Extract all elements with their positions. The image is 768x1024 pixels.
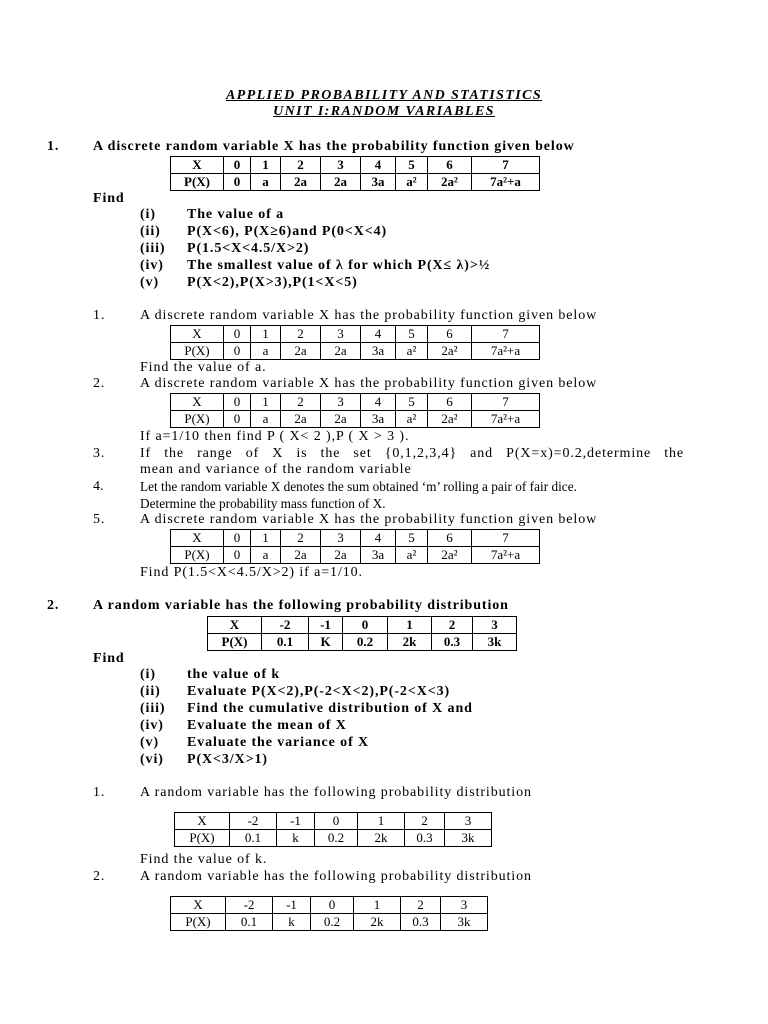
sub1-probability-table [170, 325, 540, 360]
table-cell: 3a [361, 174, 396, 191]
table-cell: 3 [445, 813, 492, 830]
table-cell: 3 [473, 617, 517, 634]
sub-text: A random variable has the following probability distribution [140, 785, 532, 800]
table-cell: 7 [472, 326, 540, 343]
sub-text: If the range of X is the set {0,1,2,3,4} and P(X=x)=0.2,determine the [140, 446, 684, 461]
table-cell: 2 [281, 530, 321, 547]
table-header-cell: P(X) [171, 174, 224, 191]
q2-part-number: (v) [140, 735, 160, 750]
q2-text: A random variable has the following probability distribution [93, 598, 509, 613]
q2-part-number: (iii) [140, 701, 166, 716]
table-cell: 7a²+a [472, 343, 540, 360]
q1-part-number: (ii) [140, 224, 161, 239]
table-cell: 0 [224, 326, 251, 343]
table-cell: 2a² [428, 343, 472, 360]
table-cell: K [309, 634, 343, 651]
q1-part-number: (i) [140, 207, 156, 222]
table-row [171, 343, 540, 360]
table-header-cell: X [208, 617, 262, 634]
table-row [171, 411, 540, 428]
table-row [171, 530, 540, 547]
sub-text: Let the random variable X denotes the sum obtained ‘m’ rolling a pair of fair dice. [140, 479, 577, 494]
q2-number: 2. [47, 598, 60, 613]
table-cell: 3 [441, 897, 488, 914]
table-header-cell: P(X) [171, 547, 224, 564]
table-cell: k [277, 830, 315, 847]
table-row [208, 617, 517, 634]
table-cell: 2a [321, 343, 361, 360]
table-cell: 1 [251, 394, 281, 411]
table-cell: 0.1 [226, 914, 273, 931]
q1-part-number: (v) [140, 275, 160, 290]
table-cell: 0.2 [315, 830, 358, 847]
q2-part-number: (iv) [140, 718, 164, 733]
table-cell: 4 [361, 326, 396, 343]
table-cell: 2a [281, 174, 321, 191]
q2-part-text: the value of k [187, 667, 281, 682]
table-cell: 0.3 [432, 634, 473, 651]
table-cell: a² [396, 174, 428, 191]
q2-part-text: Evaluate P(X<2),P(-2<X<2),P(-2<X<3) [187, 684, 451, 699]
table-cell: 4 [361, 157, 396, 174]
table-header-cell: P(X) [208, 634, 262, 651]
table-cell: 0 [224, 547, 251, 564]
table-cell: a [251, 343, 281, 360]
table-cell: 0.2 [311, 914, 354, 931]
table-cell: 1 [354, 897, 401, 914]
q1-part-text: The smallest value of λ for which P(X≤ λ)>½ [187, 258, 491, 273]
table-cell: a² [396, 411, 428, 428]
table-cell: 3a [361, 547, 396, 564]
table-cell: 0.3 [401, 914, 441, 931]
table-cell: 2k [388, 634, 432, 651]
q1-part-text: P(X<2),P(X>3),P(1<X<5) [187, 275, 358, 290]
sub5-probability-table [170, 529, 540, 564]
table-cell: 5 [396, 157, 428, 174]
table-cell: 3k [473, 634, 517, 651]
table-cell: 0 [224, 530, 251, 547]
q1-part-text: P(1.5<X<4.5/X>2) [187, 241, 310, 256]
table-header-cell: P(X) [171, 343, 224, 360]
q2-part-text: Evaluate the mean of X [187, 718, 347, 733]
table-row [171, 897, 488, 914]
table-cell: 2 [281, 326, 321, 343]
table-cell: 0 [311, 897, 354, 914]
sub-after-text: Find P(1.5<X<4.5/X>2) if a=1/10. [140, 565, 363, 580]
table-cell: 2a [321, 174, 361, 191]
table-cell: 1 [251, 326, 281, 343]
table-cell: 0.1 [230, 830, 277, 847]
table-header-cell: X [175, 813, 230, 830]
table-cell: a [251, 411, 281, 428]
table-header-cell: P(X) [171, 914, 226, 931]
table-cell: 2a² [428, 547, 472, 564]
table-cell: 6 [428, 157, 472, 174]
table-cell: 5 [396, 530, 428, 547]
table-cell: -2 [230, 813, 277, 830]
table-cell: a [251, 547, 281, 564]
q1-part-number: (iii) [140, 241, 166, 256]
sub-number: 5. [93, 512, 106, 527]
table-cell: 2 [405, 813, 445, 830]
table-header-cell: X [171, 897, 226, 914]
table-cell: 7a²+a [472, 174, 540, 191]
table-cell: 7 [472, 530, 540, 547]
table-cell: 2 [281, 157, 321, 174]
q1-text: A discrete random variable X has the probability function given below [93, 139, 575, 154]
table-cell: 1 [388, 617, 432, 634]
table-cell: 1 [358, 813, 405, 830]
table-cell: a² [396, 343, 428, 360]
table-cell: 0.2 [343, 634, 388, 651]
table-cell: 1 [251, 157, 281, 174]
table-cell: 2a [281, 411, 321, 428]
table-cell: 5 [396, 326, 428, 343]
q2-probability-table [207, 616, 517, 651]
q1-probability-table [170, 156, 540, 191]
q2-part-text: P(X<3/X>1) [187, 752, 268, 767]
table-header-cell: X [171, 326, 224, 343]
table-cell: a² [396, 547, 428, 564]
table-cell: a [251, 174, 281, 191]
table-row [208, 634, 517, 651]
table-cell: -1 [309, 617, 343, 634]
table-cell: 2a [321, 411, 361, 428]
table-cell: 4 [361, 394, 396, 411]
table-cell: 3 [321, 530, 361, 547]
table-cell: 7 [472, 394, 540, 411]
sub-text: A discrete random variable X has the probability function given below [140, 308, 598, 323]
table-cell: 2k [358, 830, 405, 847]
table-cell: 3k [445, 830, 492, 847]
table-cell: 2a [281, 547, 321, 564]
table-cell: 2 [432, 617, 473, 634]
table-cell: 2a [281, 343, 321, 360]
q1-part-text: P(X<6), P(X≥6)and P(0<X<4) [187, 224, 388, 239]
table-header-cell: X [171, 157, 224, 174]
table-row [171, 547, 540, 564]
table-cell: 6 [428, 530, 472, 547]
sub-number: 2. [93, 376, 106, 391]
q1-part-number: (iv) [140, 258, 164, 273]
document-subtitle: UNIT I:RANDOM VARIABLES [273, 104, 495, 119]
table-cell: -1 [277, 813, 315, 830]
table-header-cell: P(X) [175, 830, 230, 847]
sub-number: 2. [93, 869, 106, 884]
table-row [171, 394, 540, 411]
table-cell: 2a² [428, 411, 472, 428]
table-cell: 0 [224, 411, 251, 428]
table-cell: -1 [273, 897, 311, 914]
table-cell: 3k [441, 914, 488, 931]
q1-find-label: Find [93, 191, 125, 206]
table-cell: 2a² [428, 174, 472, 191]
table-cell: 1 [251, 530, 281, 547]
table-cell: 3 [321, 157, 361, 174]
sub-after-text: Find the value of a. [140, 360, 267, 375]
q1-number: 1. [47, 139, 60, 154]
table-cell: k [273, 914, 311, 931]
q2-find-label: Find [93, 651, 125, 666]
table-header-cell: P(X) [171, 411, 224, 428]
sub-number: 1. [93, 785, 106, 800]
q2-part-number: (ii) [140, 684, 161, 699]
table-cell: 3a [361, 343, 396, 360]
q1-part-text: The value of a [187, 207, 284, 222]
table-cell: 2 [281, 394, 321, 411]
q2-part-text: Find the cumulative distribution of X and [187, 701, 473, 716]
table-cell: 3a [361, 411, 396, 428]
table-cell: 7 [472, 157, 540, 174]
q2-sub2-probability-table [170, 896, 488, 931]
table-cell: 0 [224, 343, 251, 360]
table-cell: 3 [321, 394, 361, 411]
table-cell: 7a²+a [472, 411, 540, 428]
table-row [171, 914, 488, 931]
document-title: APPLIED PROBABILITY AND STATISTICS [225, 88, 543, 103]
q2-part-text: Evaluate the variance of X [187, 735, 370, 750]
table-cell: 0 [343, 617, 388, 634]
table-cell: -2 [226, 897, 273, 914]
table-row [175, 830, 492, 847]
q2-sub1-probability-table [174, 812, 492, 847]
table-cell: 0.1 [262, 634, 309, 651]
sub-text: A random variable has the following probability distribution [140, 869, 532, 884]
table-cell: 7a²+a [472, 547, 540, 564]
q2-part-number: (i) [140, 667, 156, 682]
table-cell: 2a [321, 547, 361, 564]
table-cell: 2k [354, 914, 401, 931]
table-cell: 0 [315, 813, 358, 830]
q2-part-number: (vi) [140, 752, 164, 767]
sub-text-continued: Determine the probability mass function of X. [140, 496, 386, 511]
sub-text: A discrete random variable X has the probability function given below [140, 512, 598, 527]
table-cell: 5 [396, 394, 428, 411]
table-cell: 0 [224, 157, 251, 174]
table-cell: 6 [428, 326, 472, 343]
table-cell: 2 [401, 897, 441, 914]
table-row [171, 157, 540, 174]
table-row [171, 326, 540, 343]
sub-after-text: If a=1/10 then find P ( X< 2 ),P ( X > 3 ). [140, 429, 410, 444]
table-cell: 0 [224, 174, 251, 191]
table-cell: 0 [224, 394, 251, 411]
sub-after-text: Find the value of k. [140, 852, 268, 867]
sub-number: 3. [93, 446, 106, 461]
sub-text: A discrete random variable X has the probability function given below [140, 376, 598, 391]
table-cell: -2 [262, 617, 309, 634]
sub-text-continued: mean and variance of the random variable [140, 462, 412, 477]
sub2-probability-table [170, 393, 540, 428]
table-header-cell: X [171, 394, 224, 411]
table-cell: 3 [321, 326, 361, 343]
table-cell: 0.3 [405, 830, 445, 847]
sub-number: 1. [93, 308, 106, 323]
table-header-cell: X [171, 530, 224, 547]
sub-number: 4. [93, 479, 104, 494]
table-cell: 6 [428, 394, 472, 411]
table-cell: 4 [361, 530, 396, 547]
table-row [171, 174, 540, 191]
table-row [175, 813, 492, 830]
